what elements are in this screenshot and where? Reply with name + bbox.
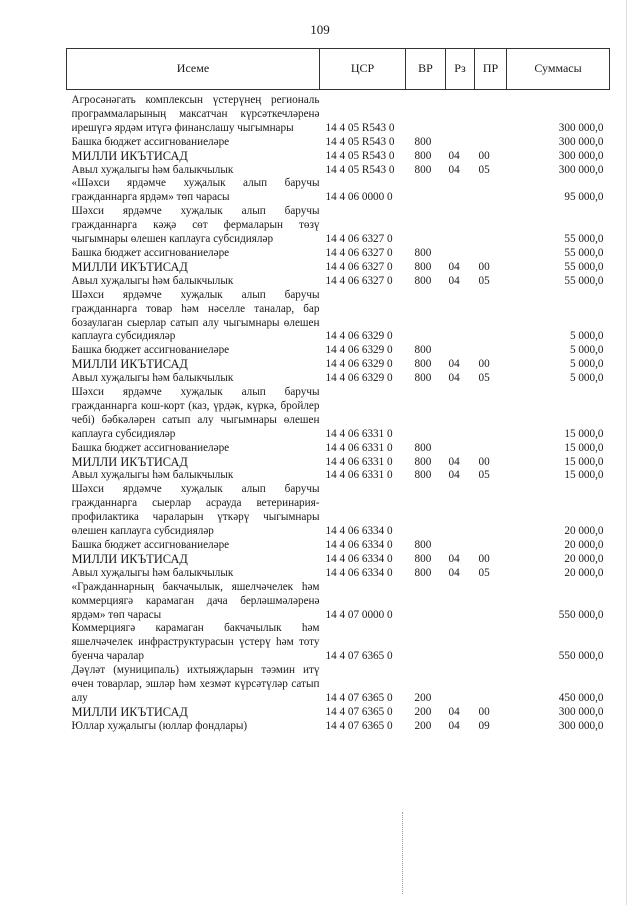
table-header-row — [67, 49, 610, 90]
cell-vr: 800 — [414, 274, 432, 287]
cell-sum: 300 000,0 — [558, 149, 604, 162]
cell-sum: 15 000,0 — [564, 455, 604, 468]
cell-vr: 800 — [414, 149, 432, 162]
cell-csr: 14 4 06 6334 0 — [325, 552, 393, 565]
cell-csr: 14 4 06 6331 0 — [325, 455, 393, 468]
cell-name: МИЛЛИ ИКЪТИСАД — [71, 148, 188, 163]
table-row — [67, 372, 610, 386]
cell-vr: 800 — [414, 441, 432, 454]
table-row — [67, 581, 610, 623]
table-row — [67, 164, 610, 178]
cell-pr: 00 — [478, 358, 490, 371]
cell-vr: 800 — [414, 163, 432, 176]
cell-name: Агросәнәгать комплексын үстерүнең региональ программаларының максатчан күрсәткечләренә ирешүгә ярдәм итүгә финанслашу чыгымнары — [71, 94, 320, 134]
cell-name: Авыл хуҗалыгы һәм балыкчылык — [71, 566, 234, 579]
page-number: 109 — [310, 22, 330, 37]
cell-sum: 5 000,0 — [569, 330, 604, 343]
cell-pr — [475, 539, 507, 553]
cell-name: Башка бюджет ассигнованиеләре — [71, 246, 230, 259]
cell-vr — [406, 622, 446, 664]
cell-vr: 200 — [414, 719, 432, 732]
page-edge — [626, 0, 627, 905]
cell-sum: 15 000,0 — [564, 441, 604, 454]
cell-sum: 20 000,0 — [564, 539, 604, 551]
cell-sum: 15 000,0 — [564, 427, 604, 440]
header-sum: Суммасы — [507, 49, 610, 90]
cell-sum: 95 000,0 — [564, 191, 604, 204]
budget-table — [66, 48, 610, 734]
cell-name: Авыл хуҗалыгы һәм балыкчылык — [71, 274, 234, 287]
cell-rz — [446, 442, 475, 456]
table-row — [67, 442, 610, 456]
cell-name: Башка бюджет ассигнованиеләре — [71, 135, 230, 148]
cell-name: Авыл хуҗалыгы һәм балыкчылык — [71, 163, 234, 176]
cell-sum: 55 000,0 — [564, 246, 604, 259]
cell-csr: 14 4 07 6365 0 — [325, 719, 393, 732]
cell-pr — [475, 344, 507, 358]
cell-rz — [446, 581, 475, 623]
table-row — [67, 456, 610, 470]
cell-vr: 800 — [414, 372, 432, 385]
table-row — [67, 247, 610, 261]
cell-sum: 300 000,0 — [558, 121, 604, 134]
cell-vr: 800 — [414, 455, 432, 468]
cell-sum: 55 000,0 — [564, 260, 604, 273]
cell-rz: 04 — [448, 372, 460, 385]
cell-name: «Шәхси ярдәмче хуҗалык алып баручы гражданнарга ярдәм» төп чарасы — [71, 177, 320, 204]
cell-rz — [446, 386, 475, 442]
cell-pr: 05 — [478, 274, 490, 287]
cell-vr: 200 — [414, 705, 432, 718]
table-row — [67, 289, 610, 345]
cell-pr: 00 — [478, 705, 490, 718]
cell-name: Башка бюджет ассигнованиеләре — [71, 539, 230, 551]
cell-vr: 800 — [414, 552, 432, 565]
cell-csr: 14 4 06 6329 0 — [325, 358, 393, 371]
cell-vr: 800 — [414, 135, 432, 148]
cell-sum: 300 000,0 — [558, 705, 604, 718]
cell-sum: 20 000,0 — [564, 525, 604, 538]
cell-vr: 800 — [414, 358, 432, 371]
cell-csr: 14 4 06 6327 0 — [325, 274, 393, 287]
cell-name: Дәүләт (муниципаль) ихтыяҗларын тәэмин итү өчен товарлар, эшләр һәм хезмәт күрсәтүләр сатып алу — [71, 664, 320, 704]
cell-rz — [446, 664, 475, 706]
cell-rz: 04 — [448, 260, 460, 273]
cell-csr: 14 4 06 6329 0 — [325, 344, 393, 357]
cell-rz — [446, 136, 475, 150]
cell-csr: 14 4 07 6365 0 — [325, 650, 393, 663]
cell-rz: 04 — [448, 455, 460, 468]
cell-pr: 00 — [478, 552, 490, 565]
table-body — [67, 90, 610, 734]
cell-sum: 20 000,0 — [564, 566, 604, 579]
cell-pr — [475, 664, 507, 706]
cell-name: Шәхси ярдәмче хуҗалык алып баручы гражданнарга кош-корт (каз, үрдәк, күркә, бройлер чебі) бәбкәләрен сатып алу чыгымнары өлешен каплауга субсидияләр — [71, 386, 320, 440]
cell-csr: 14 4 05 R543 0 — [325, 121, 395, 134]
table-row — [67, 344, 610, 358]
cell-sum: 5 000,0 — [569, 358, 604, 371]
cell-sum: 55 000,0 — [564, 274, 604, 287]
cell-pr: 00 — [478, 149, 490, 162]
header-csr: ЦСР — [320, 49, 406, 90]
cell-rz: 04 — [448, 719, 460, 732]
cell-rz — [446, 177, 475, 205]
cell-rz — [446, 90, 475, 136]
cell-vr: 800 — [414, 469, 432, 482]
cell-vr: 800 — [414, 344, 432, 357]
cell-name: Шәхси ярдәмче хуҗалык алып баручы гражданнарга кәҗә сөт фермаларын төзү чыгымнары өлешен каплауга субсидияләр — [71, 205, 320, 246]
cell-name: МИЛЛИ ИКЪТИСАД — [71, 704, 188, 719]
cell-vr: 800 — [414, 260, 432, 273]
cell-vr: 800 — [414, 539, 432, 551]
cell-csr: 14 4 06 6331 0 — [325, 441, 393, 454]
cell-pr — [475, 483, 507, 539]
table-row — [67, 622, 610, 664]
table-row — [67, 567, 610, 581]
header-rz: Рз — [446, 49, 475, 90]
table-row — [67, 358, 610, 372]
cell-name: Башка бюджет ассигнованиеләре — [71, 344, 230, 357]
cell-rz — [446, 344, 475, 358]
cell-rz — [446, 205, 475, 247]
cell-pr — [475, 386, 507, 442]
cell-pr — [475, 177, 507, 205]
cell-pr — [475, 581, 507, 623]
table-row — [67, 275, 610, 289]
cell-sum: 450 000,0 — [558, 691, 604, 704]
cell-vr — [406, 177, 446, 205]
table-row — [67, 261, 610, 275]
cell-pr — [475, 90, 507, 136]
cell-pr — [475, 247, 507, 261]
cell-csr: 14 4 06 6331 0 — [325, 469, 393, 482]
cell-rz: 04 — [448, 566, 460, 579]
cell-sum: 5 000,0 — [569, 344, 604, 357]
cell-pr: 05 — [478, 163, 490, 176]
cell-pr: 05 — [478, 469, 490, 482]
cell-csr: 14 4 05 R543 0 — [325, 135, 395, 148]
cell-vr: 800 — [414, 246, 432, 259]
cell-name: «Гражданнарның бакчачылык, яшелчәчелек һәм коммерциягә карамаган дача берләшмәләренә ярдәм» төп чарасы — [71, 580, 320, 621]
cell-pr — [475, 622, 507, 664]
cell-csr: 14 4 06 6334 0 — [325, 539, 393, 551]
cell-rz: 04 — [448, 163, 460, 176]
cell-vr: 200 — [414, 691, 432, 704]
cell-name: МИЛЛИ ИКЪТИСАД — [71, 551, 188, 566]
cell-csr: 14 4 06 6329 0 — [325, 330, 393, 343]
cell-vr — [406, 386, 446, 442]
table-row — [67, 386, 610, 442]
cell-sum: 300 000,0 — [558, 719, 604, 732]
cell-name: Коммерциягә карамаган бакчачылык һәм яшелчәчелек инфраструктурасын үстерү һәм тоту буенча чаралар — [71, 622, 320, 663]
cell-pr — [475, 289, 507, 345]
cell-name: Башка бюджет ассигнованиеләре — [71, 441, 230, 454]
cell-csr: 14 4 06 0000 0 — [325, 191, 393, 204]
cell-sum: 300 000,0 — [558, 163, 604, 176]
cell-name: Шәхси ярдәмче хуҗалык алып баручы гражданнарга сыерлар асрауда ветеринария-профилактика чараларын үткәрү чыгымнары өлешен каплауга субсидияләр — [71, 483, 320, 538]
dotted-rule — [402, 812, 404, 894]
table-row — [67, 720, 610, 734]
cell-rz: 04 — [448, 552, 460, 565]
cell-name: МИЛЛИ ИКЪТИСАД — [71, 454, 188, 469]
cell-name: Юллар хуҗалыгы (юллар фондлары) — [71, 719, 248, 732]
cell-csr: 14 4 06 6327 0 — [325, 246, 393, 259]
header-name: Исеме — [67, 49, 320, 90]
cell-rz: 04 — [448, 274, 460, 287]
cell-vr — [406, 483, 446, 539]
cell-csr: 14 4 05 R543 0 — [325, 149, 395, 162]
cell-name: Шәхси ярдәмче хуҗалык алып баручы гражданнарга товар һәм нәселле таналар, бар бозаулаган сыерлар сатып алу чыгымнары өлешен каплауга субсидияләр — [71, 288, 320, 343]
table-row — [67, 177, 610, 205]
cell-sum: 300 000,0 — [558, 135, 604, 148]
cell-rz — [446, 483, 475, 539]
cell-pr — [475, 136, 507, 150]
cell-name: МИЛЛИ ИКЪТИСАД — [71, 259, 188, 274]
cell-pr: 00 — [478, 260, 490, 273]
cell-pr: 05 — [478, 566, 490, 579]
cell-pr: 09 — [478, 719, 490, 732]
cell-csr: 14 4 06 6334 0 — [325, 566, 393, 579]
cell-sum: 5 000,0 — [569, 372, 604, 385]
cell-csr: 14 4 06 6327 0 — [325, 233, 393, 246]
cell-sum: 55 000,0 — [564, 233, 604, 246]
cell-csr: 14 4 06 6331 0 — [325, 427, 393, 440]
table-row — [67, 136, 610, 150]
cell-name: Авыл хуҗалыгы һәм балыкчылык — [71, 469, 234, 482]
cell-name: Авыл хуҗалыгы һәм балыкчылык — [71, 372, 234, 385]
cell-rz — [446, 289, 475, 345]
header-vr: ВР — [406, 49, 446, 90]
cell-rz — [446, 539, 475, 553]
table-row — [67, 706, 610, 720]
cell-csr: 14 4 05 R543 0 — [325, 163, 395, 176]
cell-rz: 04 — [448, 469, 460, 482]
cell-pr — [475, 442, 507, 456]
cell-sum: 550 000,0 — [558, 608, 604, 621]
cell-rz — [446, 622, 475, 664]
cell-rz — [446, 247, 475, 261]
cell-csr: 14 4 06 6327 0 — [325, 260, 393, 273]
table-row — [67, 483, 610, 539]
cell-csr: 14 4 07 0000 0 — [325, 608, 393, 621]
cell-vr — [406, 90, 446, 136]
table-row — [67, 205, 610, 247]
cell-csr: 14 4 06 6329 0 — [325, 372, 393, 385]
cell-rz: 04 — [448, 358, 460, 371]
cell-rz: 04 — [448, 149, 460, 162]
cell-sum: 550 000,0 — [558, 650, 604, 663]
cell-pr: 05 — [478, 372, 490, 385]
cell-vr: 800 — [414, 566, 432, 579]
cell-rz: 04 — [448, 705, 460, 718]
table-row — [67, 553, 610, 567]
table-row — [67, 539, 610, 553]
cell-vr — [406, 205, 446, 247]
cell-csr: 14 4 07 6365 0 — [325, 705, 393, 718]
cell-name: МИЛЛИ ИКЪТИСАД — [71, 357, 188, 372]
cell-csr: 14 4 06 6334 0 — [325, 525, 393, 538]
cell-csr: 14 4 07 6365 0 — [325, 691, 393, 704]
cell-vr — [406, 581, 446, 623]
cell-sum: 20 000,0 — [564, 552, 604, 565]
table-row — [67, 150, 610, 164]
header-pr: ПР — [475, 49, 507, 90]
cell-pr: 00 — [478, 455, 490, 468]
table-row — [67, 90, 610, 136]
table-row — [67, 469, 610, 483]
cell-sum: 15 000,0 — [564, 469, 604, 482]
table-row — [67, 664, 610, 706]
cell-pr — [475, 205, 507, 247]
cell-vr — [406, 289, 446, 345]
